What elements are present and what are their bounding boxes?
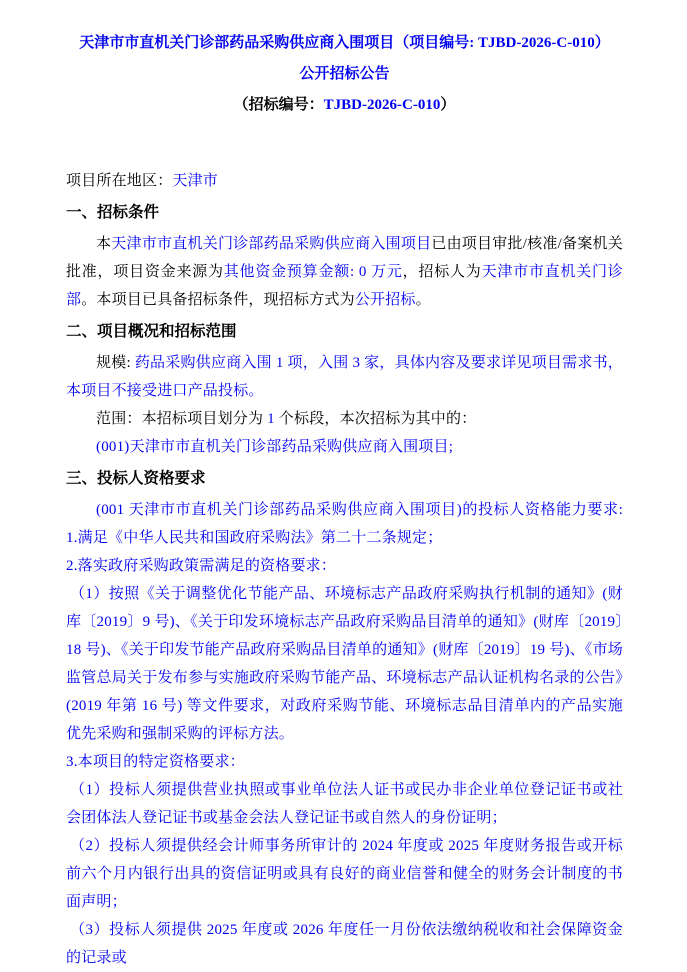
text-run: 二、项目概况和招标范围: [66, 323, 237, 340]
text-run: 天津市: [172, 173, 219, 189]
text-run: 天津市市直机关门诊部: [66, 264, 623, 308]
text-run: 已由项目审批/核准/备案机关批准，项目资金来源为: [66, 236, 624, 280]
text-run: 。: [415, 292, 431, 308]
text-run: 3.本项目的特定资格要求：: [66, 754, 245, 770]
text-run: ，招标人为: [402, 264, 482, 280]
text-run: （1）按照《关于调整优化节能产品、环境标志产品政府采购执行机制的通知》(财库〔2019〕9 号)、《关于印发环境标志产品政府采购品目清单的通知》(财库〔2019〕18 号)、《关于印发节能产品政府采购品目清单的通知》(财库〔2019〕19 号)、《市场监管总局关于发布参与实施政府采购节能产品、环境标志产品认证机构名录的公告》(2019 年第 16 号) 等文件要求，对政府采购节能、环境标志品目清单内的产品实施优先采购和强制采购的评标方法。: [66, 586, 623, 742]
text-run: （2）投标人须提供经会计师事务所审计的 2024 年度或 2025 年度财务报告或开标前六个月内银行出具的资信证明或具有良好的商业信誉和健全的财务会计制度的书面声明；: [66, 838, 623, 910]
text-run: 三、投标人资格要求: [66, 470, 206, 487]
text-run: 天津市市直机关门诊部药品采购供应商入围项目（项目编号: TJBD-2026-C-010）: [79, 35, 610, 51]
text-run: 药品采购供应商入围 1 项，入围 3 家，具体内容及要求详见项目需求书，本项目不接受进口产品投标。: [66, 355, 624, 399]
text-run: ）: [440, 97, 456, 113]
text-run: 1: [267, 411, 275, 427]
text-run: 公开招标公告: [299, 66, 390, 82]
lot-001-paragraph: [66, 433, 623, 461]
text-run: 范围：本招标项目划分为: [96, 411, 268, 427]
text-run: 天津市市直机关门诊部药品采购供应商入围项目: [111, 236, 432, 252]
policy-item-1-paragraph: [66, 580, 623, 748]
document-title-block: [66, 28, 623, 121]
document-title-line-2: [66, 59, 623, 90]
text-run: （1）投标人须提供营业执照或事业单位法人证书或民办非企业单位登记证书或社会团体法人登记证书或基金会法人登记证书或自然人的身份证明；: [66, 782, 623, 826]
text-run: 本: [96, 236, 112, 252]
text-run: TJBD-2026-C-010: [323, 97, 441, 113]
text-run: (001 天津市市直机关门诊部药品采购供应商入围项目)的投标人资格能力要求: 1.满足《中华人民共和国政府采购法》第二十二条规定；: [66, 502, 623, 546]
tender-conditions-paragraph: [66, 230, 623, 314]
scope-range-paragraph: [66, 405, 623, 433]
specific-item-3-paragraph: [66, 916, 623, 972]
specific-requirement-paragraph: [66, 748, 623, 776]
text-run: （招标编号：: [233, 97, 324, 113]
specific-item-2-paragraph: [66, 832, 623, 916]
scope-scale-paragraph: [66, 349, 623, 405]
text-run: 。本项目已具备招标条件，现招标方式为: [81, 292, 355, 308]
specific-item-1-paragraph: [66, 776, 623, 832]
text-run: 项目所在地区：: [66, 173, 173, 189]
document-body: [66, 167, 623, 972]
section-heading-3: [66, 464, 623, 493]
project-location-line: [66, 167, 623, 195]
text-run: 个标段，本次招标为其中的：: [274, 411, 477, 427]
section-heading-2: [66, 317, 623, 346]
text-run: 其他资金预算金额: 0 万元: [223, 264, 403, 280]
section-heading-1: [66, 198, 623, 227]
text-run: (001)天津市市直机关门诊部药品采购供应商入围项目;: [96, 439, 454, 455]
text-run: 2.落实政府采购政策需满足的资格要求：: [66, 558, 337, 574]
document-title-line-3: [66, 90, 623, 121]
text-run: （3）投标人须提供 2025 年度或 2026 年度任一月份依法缴纳税收和社会保障资金的记录或: [66, 922, 623, 966]
qualification-intro-paragraph: [66, 496, 623, 552]
document-title-line-1: [66, 28, 623, 59]
text-run: 规模:: [96, 355, 135, 371]
policy-requirement-paragraph: [66, 552, 623, 580]
text-run: 公开招标: [354, 292, 416, 308]
text-run: 一、招标条件: [66, 204, 160, 221]
